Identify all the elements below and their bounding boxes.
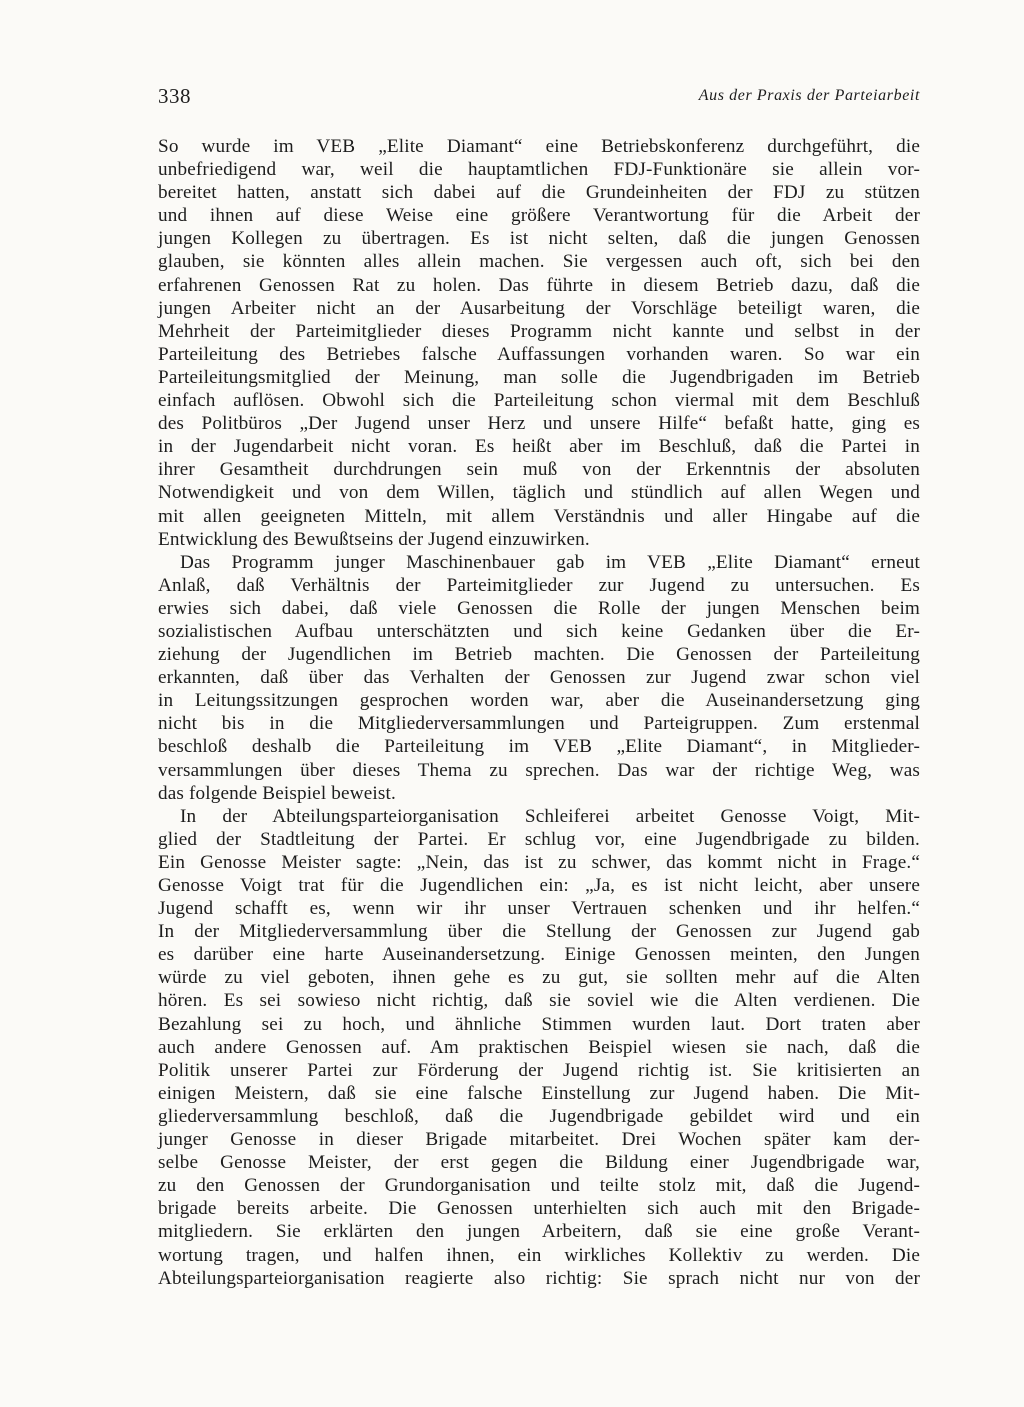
text-line: Parteileitungsmitglied der Meinung, man solle die Jugendbrigaden im Betrieb [158,366,920,388]
text-line: beschloß deshalb die Parteileitung im VEB „Elite Diamant“, in Mitglieder- [158,736,920,758]
text-line: hören. Es sei sowieso nicht richtig, daß sie soviel wie die Alten verdienen. Die [158,990,920,1012]
text-line: zu den Genossen der Grundorganisation und teilte stolz mit, daß die Jugend- [158,1175,920,1197]
text-line: So wurde im VEB „Elite Diamant“ eine Betriebskonferenz durchgeführt, die [158,136,920,157]
text-line: erkannten, daß über das Verhalten der Genossen zur Jugend zwar schon viel [158,667,920,689]
text-line: auch andere Genossen auf. Am praktischen Beispiel wiesen sie nach, daß die [158,1036,920,1058]
text-line: einigen Meistern, daß sie eine falsche Einstellung zur Jugend haben. Die Mit- [158,1082,920,1104]
page-header [158,84,920,116]
text-line: und ihnen auf diese Weise eine größere Verantwortung für die Arbeit der [158,205,920,227]
text-line: Ein Genosse Meister sagte: „Nein, das ist zu schwer, das kommt nicht in Frage.“ [158,851,920,873]
text-line: in Leitungssitzungen gesprochen worden war, aber die Auseinandersetzung ging [158,690,920,712]
text-line: In der Mitgliederversammlung über die Stellung der Genossen zur Jugend gab [158,921,920,943]
text-line: würde zu viel geboten, ihnen gehe es zu gut, sie sollten mehr auf die Alten [158,967,920,989]
text-line: Das Programm junger Maschinenbauer gab im VEB „Elite Diamant“ erneut [180,551,920,573]
text-line: des Politbüros „Der Jugend unser Herz und unsere Hilfe“ befaßt hatte, ging es [158,413,920,435]
text-line: unbefriedigend war, weil die hauptamtlichen FDJ-Funktionäre sie allein vor- [158,159,920,181]
text-line: Parteileitung des Betriebes falsche Auffassungen vorhanden waren. So war ein [158,343,920,365]
text-line: Notwendigkeit und von dem Willen, täglich und stündlich auf allen Wegen und [158,482,920,504]
text-line: junger Genosse in dieser Brigade mitarbeitet. Drei Wochen später kam der- [158,1129,920,1151]
page-number: 338 [158,84,191,108]
text-line: ihrer Gesamtheit durchdrungen sein muß von der Erkenntnis der absoluten [158,459,920,481]
text-line: Anlaß, daß Verhältnis der Parteimitglieder zur Jugend zu untersuchen. Es [158,574,920,596]
text-line: Jugend schafft es, wenn wir ihr unser Vertrauen schenken und ihr helfen.“ [158,898,920,920]
text-line: bereitet hatten, anstatt sich dabei auf die Grundeinheiten der FDJ zu stützen [158,182,920,204]
text-line: Abteilungsparteiorganisation reagierte also richtig: Sie sprach nicht nur von der [158,1267,920,1289]
text-line: ziehung der Jugendlichen im Betrieb machten. Die Genossen der Parteileitung [158,644,920,666]
text-line: gliederversammlung beschloß, daß die Jugendbrigade gebildet wird und ein [158,1105,920,1127]
paragraph-2 [158,551,920,805]
text-line: jungen Arbeiter nicht an der Ausarbeitung der Vorschläge beteiligt waren, die [158,297,920,319]
text-line: in der Jugendarbeit nicht voran. Es heißt aber im Beschluß, daß die Partei in [158,436,920,458]
text-line: Mehrheit der Parteimitglieder dieses Programm nicht kannte und selbst in der [158,320,920,342]
body-text [158,135,920,1290]
text-line: mitgliedern. Sie erklärten den jungen Arbeitern, daß sie eine große Verant- [158,1221,920,1243]
running-title: Aus der Praxis der Parteiarbeit [698,87,920,104]
text-line: wortung tragen, und halfen ihnen, ein wirkliches Kollektiv zu werden. Die [158,1244,920,1266]
text-line: Genosse Voigt trat für die Jugendlichen ein: „Ja, es ist nicht leicht, aber unsere [158,875,920,896]
text-line: erwies sich dabei, daß viele Genossen die Rolle der jungen Menschen beim [158,597,920,619]
text-line: versammlungen über dieses Thema zu sprechen. Das war der richtige Weg, was [158,759,920,781]
text-line: mit allen geeigneten Mitteln, mit allem Verständnis und aller Hingabe auf die [158,505,920,527]
text-line: selbe Genosse Meister, der erst gegen die Bildung einer Jugendbrigade war, [158,1152,920,1174]
text-line: glauben, sie könnten alles allein machen. Sie vergessen auch oft, sich bei den [158,251,920,273]
text-line: nicht bis in die Mitgliederversammlungen und Parteigruppen. Zum erstenmal [158,713,920,735]
text-line: einfach auflösen. Obwohl sich die Parteileitung schon viermal mit dem Beschluß [158,390,920,412]
paragraph-1 [158,135,920,551]
text-line: erfahrenen Genossen Rat zu holen. Das führte in diesem Betrieb dazu, daß die [158,274,920,296]
text-line: Entwicklung des Bewußtseins der Jugend einzuwirken. [158,528,590,550]
text-line: jungen Kollegen zu übertragen. Es ist nicht selten, daß die jungen Genossen [158,228,920,250]
text-line: glied der Stadtleitung der Partei. Er schlug vor, eine Jugendbrigade zu bilden. [158,828,920,850]
text-line: brigade bereits arbeite. Die Genossen unterhielten sich auch mit den Brigade- [158,1198,920,1220]
text-line: In der Abteilungsparteiorganisation Schleiferei arbeitet Genosse Voigt, Mit- [180,805,920,827]
text-line: Politik unserer Partei zur Förderung der Jugend richtig ist. Sie kritisierten an [158,1059,920,1081]
text-line: Bezahlung sei zu hoch, und ähnliche Stimmen wurden laut. Dort traten aber [158,1013,920,1035]
text-line: sozialistischen Aufbau unterschätzten und sich keine Gedanken über die Er- [158,620,920,642]
paragraph-3 [158,805,920,1290]
text-line: es darüber eine harte Auseinandersetzung. Einige Genossen meinten, den Jungen [158,944,920,966]
text-line: das folgende Beispiel beweist. [158,782,396,804]
